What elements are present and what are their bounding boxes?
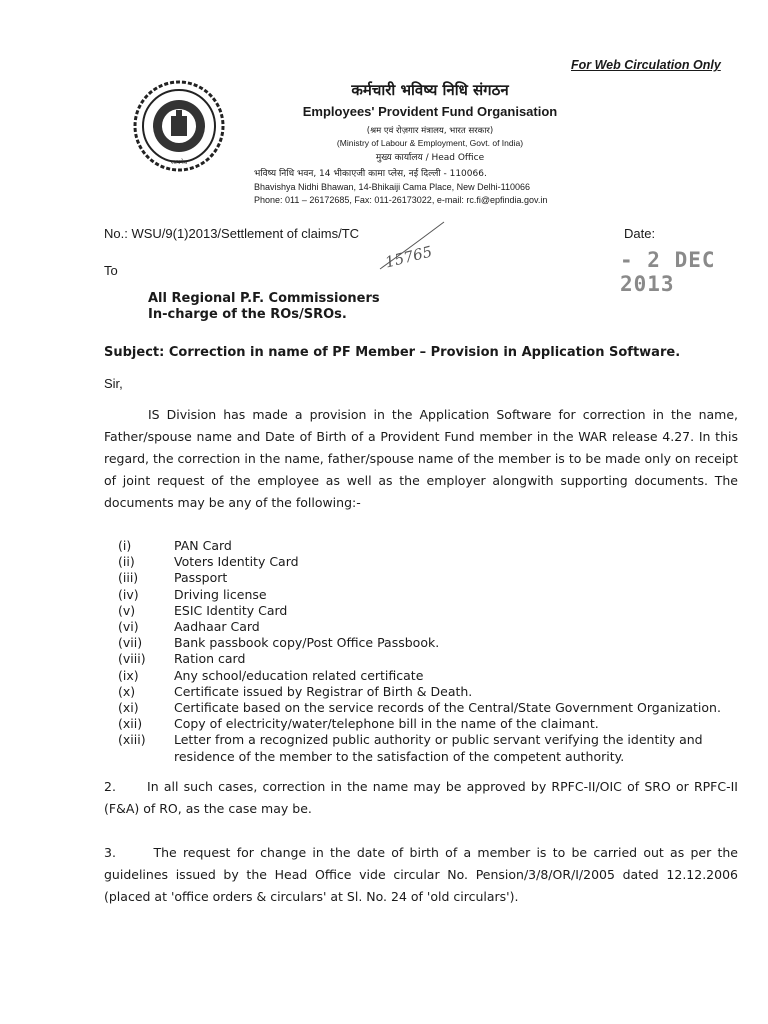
addressee-line-2: In-charge of the ROs/SROs.: [148, 307, 347, 322]
date-label: Date:: [624, 226, 656, 241]
list-item: (iv) Driving license: [118, 586, 267, 602]
address-english: Bhavishya Nidhi Bhawan, 14-Bhikaiji Cama Place, New Delhi-110066: [254, 182, 530, 192]
subject-line: Subject: Correction in name of PF Member – Provision in Application Software.: [104, 345, 681, 360]
head-office-line: मुख्य कार्यालय / Head Office: [375, 153, 485, 163]
ministry-english: (Ministry of Labour & Employment, Govt. of India): [336, 138, 524, 148]
list-item: (ii) Voters Identity Card: [118, 554, 299, 570]
list-item: (vi) Aadhaar Card: [118, 619, 260, 635]
handwritten-number-text: 15765: [383, 242, 434, 272]
handwritten-number: [378, 214, 448, 274]
org-name-hindi: कर्मचारी भविष्य निधि संगठन: [351, 81, 509, 99]
paragraph-3: 3. The request for change in the date of birth of a member is to be carried out as per the guidelines issued by the Head Office vide circular No. Pension/3/8/OR/I/2005 dated 12.12.2006 (placed at 'office orders & circulars' at Sl. No. 24 of 'old circulars').: [104, 845, 742, 904]
documents-list: [118, 538, 740, 765]
salutation: Sir,: [104, 376, 123, 391]
list-item: (iii) Passport: [118, 570, 228, 586]
list-item: (xiii) Letter from a recognized public authority or public servant verifying the identity and residence of the member to the satisfaction of the competent authority.: [118, 732, 703, 764]
list-item: (ix) Any school/education related certificate: [118, 667, 424, 683]
reference-number: No.: WSU/9(1)2013/Settlement of claims/TC: [104, 226, 360, 241]
svg-text:सत्यमेव: सत्यमेव: [170, 159, 188, 166]
list-item: (v) ESIC Identity Card: [118, 602, 288, 618]
web-circulation-note: For Web Circulation Only: [571, 58, 721, 72]
date-stamp: - 2 DEC 2013: [620, 248, 716, 296]
addressee-line-1: All Regional P.F. Commissioners: [148, 291, 380, 306]
list-item: (vii) Bank passbook copy/Post Office Passbook.: [118, 635, 440, 651]
list-item: (x) Certificate issued by Registrar of Birth & Death.: [118, 683, 473, 699]
contact-details: Phone: 011 – 26172685, Fax: 011-26173022, e-mail: rc.fi@epfindia.gov.in: [254, 195, 548, 205]
address-hindi: भविष्य निधि भवन, 14 भीकाएजी कामा प्लेस, नई दिल्ली - 110066.: [254, 169, 487, 179]
list-item: (xi) Certificate based on the service records of the Central/State Government Organization.: [118, 700, 721, 716]
paragraph-2: 2. In all such cases, correction in the name may be approved by RPFC-II/OIC of SRO or RPFC-II (F&A) of RO, as the case may be.: [104, 779, 742, 816]
epfo-seal-logo: [133, 80, 225, 172]
to-label: To: [104, 263, 118, 278]
paragraph-1: IS Division has made a provision in the Application Software for correction in the name, Father/spouse name and Date of Birth of a Provident Fund member in the WAR release 4.27. In this regard, the correction in the name, father/spouse name of the member is to be made only on receipt of joint request of the employee as well as the employer alongwith supporting documents. The documents may be any of the following:-: [104, 407, 738, 510]
list-item: (xii) Copy of electricity/water/telephone bill in the name of the claimant.: [118, 716, 599, 732]
list-item: (i) PAN Card: [118, 538, 232, 553]
list-item: (viii) Ration card: [118, 651, 246, 667]
ministry-hindi: (श्रम एवं रोज़गार मंत्रालय, भारत सरकार): [366, 126, 494, 136]
org-name-english: Employees' Provident Fund Organisation: [302, 104, 558, 119]
